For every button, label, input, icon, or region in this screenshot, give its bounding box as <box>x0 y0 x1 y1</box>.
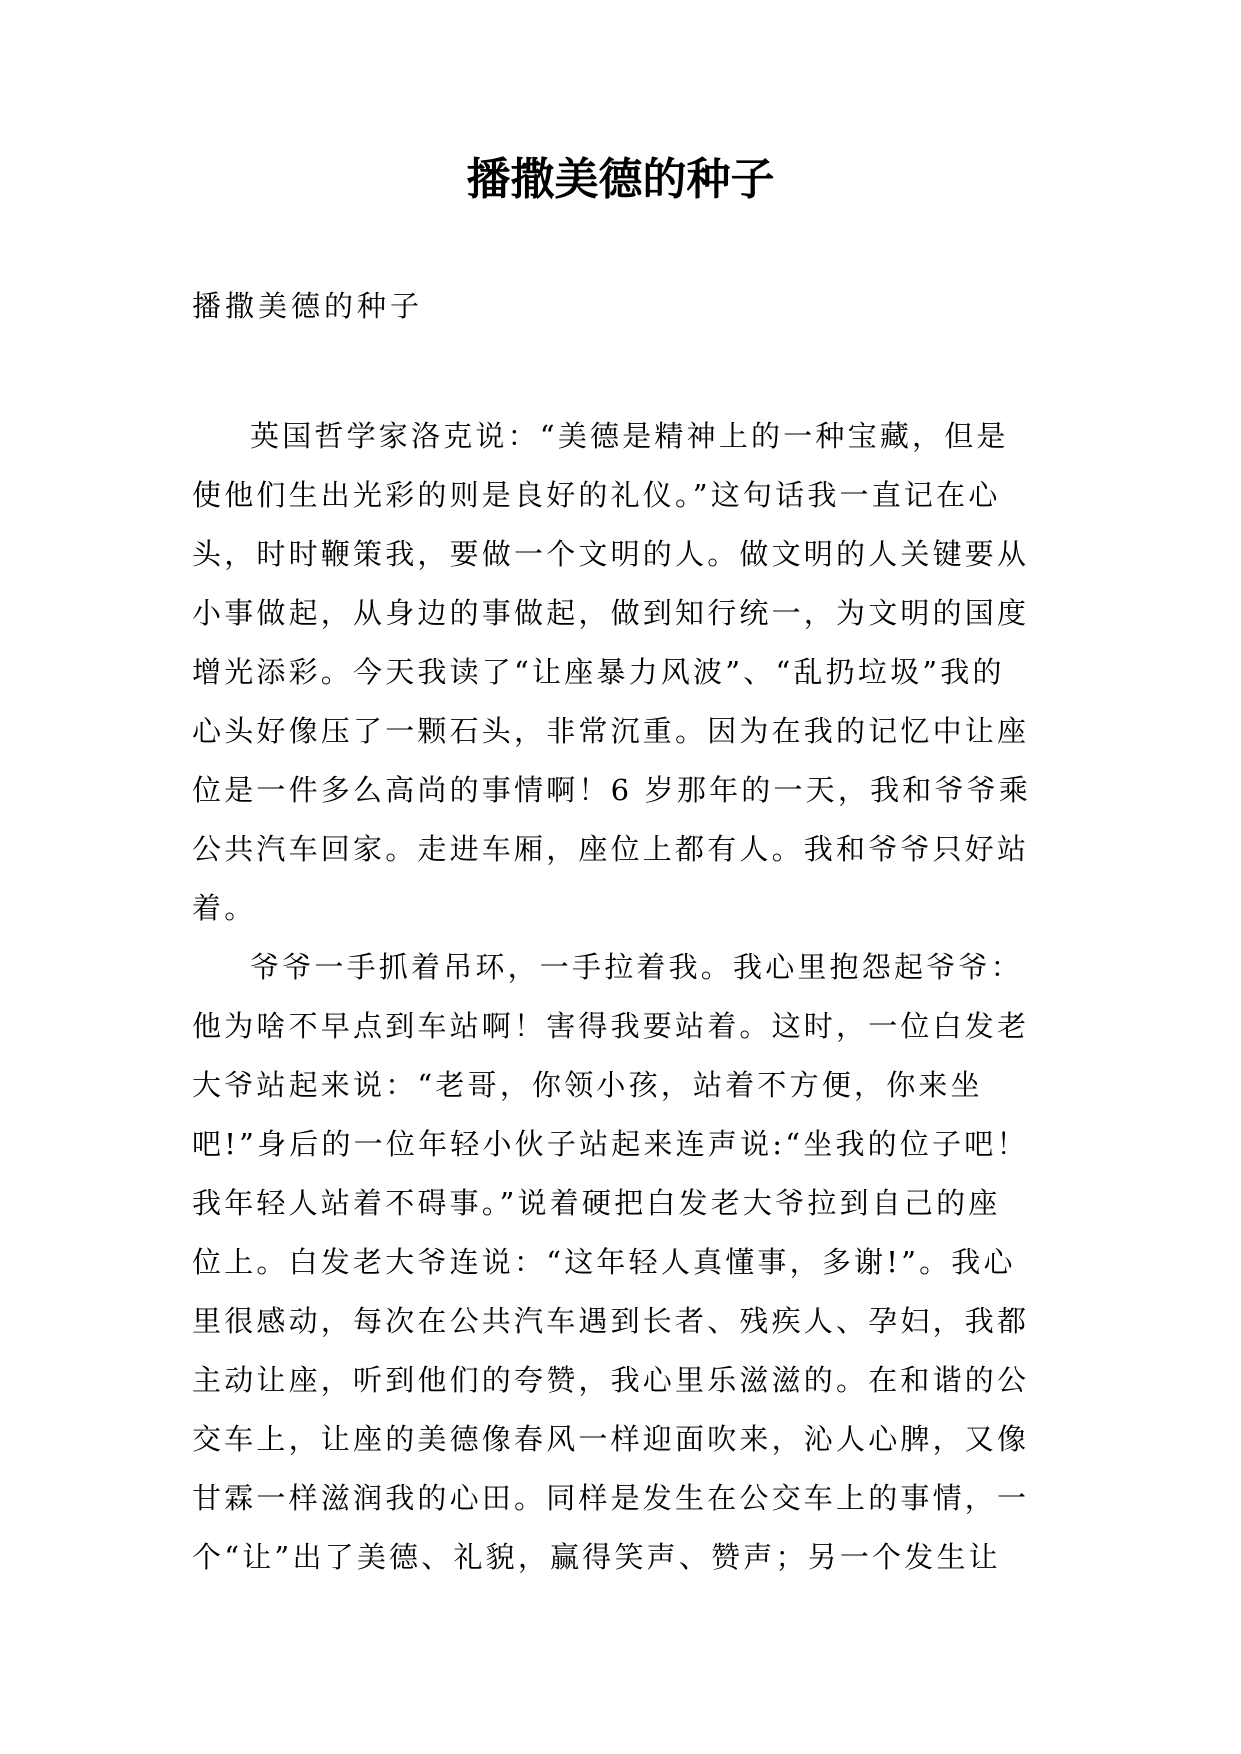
text-line: 心头好像压了一颗石头，非常沉重。因为在我的记忆中让座 <box>192 714 1030 748</box>
document-body <box>192 407 1062 1587</box>
text-line: 大爷站起来说：“老哥，你领小孩，站着不方便，你来坐 <box>192 1068 983 1102</box>
text-line: 头，时时鞭策我，要做一个文明的人。做文明的人关键要从 <box>192 537 1030 571</box>
text-line: 爷爷一手抓着吊环，一手拉着我。我心里抱怨起爷爷： <box>250 950 1023 984</box>
text-line: 我年轻人站着不碍事。”说着硬把白发老大爷拉到自己的座 <box>192 1186 1001 1220</box>
text-line: 个“让”出了美德、礼貌，赢得笑声、赞声；另一个发生让 <box>192 1540 1001 1574</box>
text-line: 甘霖一样滋润我的心田。同样是发生在公交车上的事情，一 <box>192 1481 1030 1515</box>
text-line: 着。 <box>192 891 257 925</box>
paragraph-2 <box>192 938 1062 1587</box>
text-line: 位是一件多么高尚的事情啊！6 岁那年的一天，我和爷爷乘 <box>192 773 1032 807</box>
text-line: 公共汽车回家。走进车厢，座位上都有人。我和爷爷只好站 <box>192 832 1030 866</box>
text-line: 交车上，让座的美德像春风一样迎面吹来，沁人心脾，又像 <box>192 1422 1030 1456</box>
text-line: 使他们生出光彩的则是良好的礼仪。”这句话我一直记在心 <box>192 478 1001 512</box>
text-line: 英国哲学家洛克说：“美德是精神上的一种宝藏，但是 <box>250 419 1009 453</box>
text-line: 主动让座，听到他们的夸赞，我心里乐滋滋的。在和谐的公 <box>192 1363 1030 1397</box>
document-title: 播撒美德的种子 <box>466 154 775 205</box>
text-line: 位上。白发老大爷连说：“这年轻人真懂事，多谢!”。我心 <box>192 1245 1016 1279</box>
paragraph-1 <box>192 407 1062 938</box>
text-line: 增光添彩。今天我读了“让座暴力风波”、“乱扔垃圾”我的 <box>192 655 1005 689</box>
text-line: 小事做起，从身边的事做起，做到知行统一，为文明的国度 <box>192 596 1030 630</box>
text-line: 吧!”身后的一位年轻小伙子站起来连声说:“坐我的位子吧！ <box>192 1127 1029 1161</box>
text-line: 里很感动，每次在公共汽车遇到长者、残疾人、孕妇，我都 <box>192 1304 1030 1338</box>
document-subtitle: 播撒美德的种子 <box>192 289 424 323</box>
text-line: 他为啥不早点到车站啊！害得我要站着。这时，一位白发老 <box>192 1009 1030 1043</box>
